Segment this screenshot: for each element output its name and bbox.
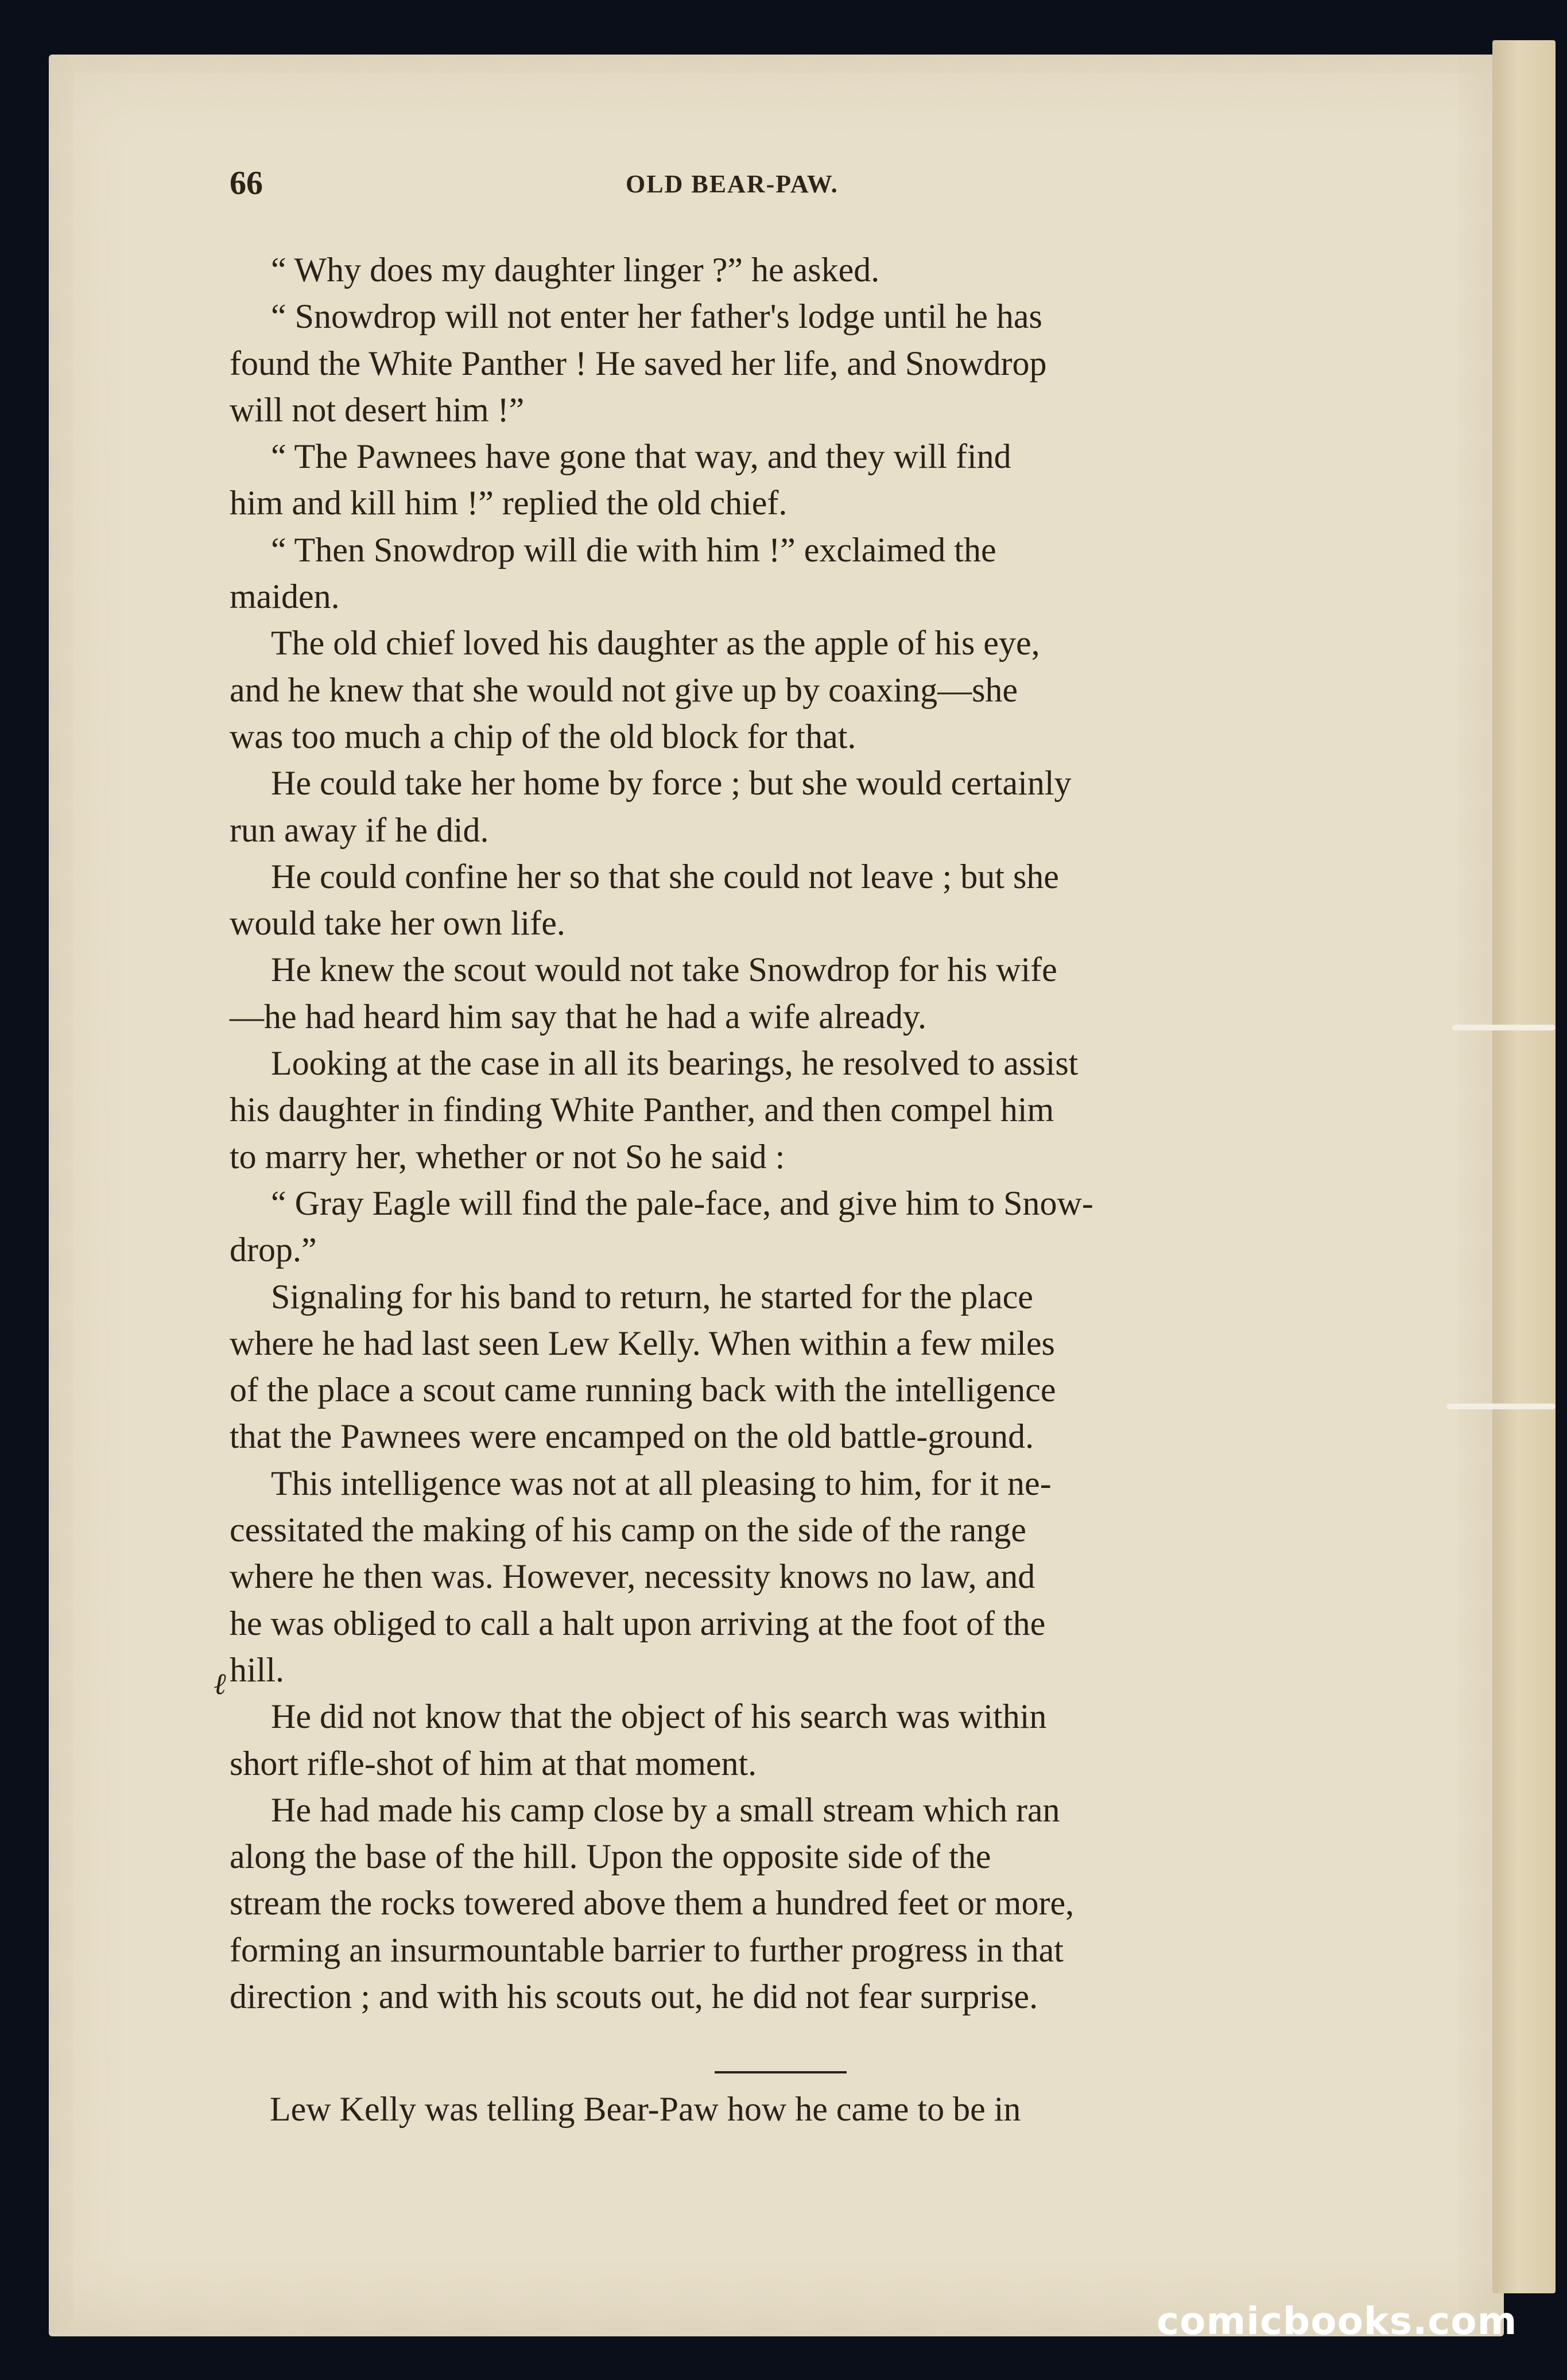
text-line: hill. (230, 1650, 285, 1689)
text-line: was too much a chip of the old block for that. (230, 717, 856, 755)
body-text (230, 247, 1337, 2020)
text-line: “ Then Snowdrop will die with him !” exclaimed the (271, 530, 996, 569)
text-line: He knew the scout would not take Snowdrop for his wife (271, 951, 1057, 989)
page-edge (1492, 40, 1556, 2293)
text-line: Lew Kelly was telling Bear-Paw how he came to be in (270, 2090, 1021, 2128)
section-divider (715, 2071, 847, 2073)
text-line: He had made his camp close by a small stream which ran (271, 1790, 1060, 1829)
binding-thread (1452, 1025, 1556, 1030)
text-line: This intelligence was not at all pleasing to him, for it ne- (271, 1464, 1052, 1502)
page-header (230, 164, 1349, 210)
text-line: “ Why does my daughter linger ?” he asked. (271, 251, 880, 289)
text-line: of the place a scout came running back with the intelligence (230, 1371, 1056, 1409)
text-line: He could confine her so that she could not leave ; but she (271, 857, 1059, 896)
text-line: that the Pawnees were encamped on the old battle-ground. (230, 1417, 1034, 1456)
text-line: he was obliged to call a halt upon arriving at the foot of the (230, 1604, 1046, 1642)
running-title: OLD BEAR-PAW. (626, 170, 839, 198)
text-line: Signaling for his band to return, he started for the place (271, 1277, 1033, 1316)
text-line: “ Snowdrop will not enter her father's lodge until he has (271, 297, 1042, 336)
text-line: “ Gray Eagle will find the pale-face, and give him to Snow- (271, 1184, 1093, 1222)
text-line: Looking at the case in all its bearings, he resolved to assist (271, 1044, 1079, 1083)
text-line: maiden. (230, 577, 340, 616)
text-line: direction ; and with his scouts out, he did not fear surprise. (230, 1977, 1038, 2015)
text-line: “ The Pawnees have gone that way, and they will find (271, 437, 1011, 476)
text-line: cessitated the making of his camp on the side of the range (230, 1511, 1026, 1549)
text-line: and he knew that she would not give up by coaxing—she (230, 670, 1018, 709)
text-line: stream the rocks towered above them a hundred feet or more, (230, 1884, 1075, 1922)
text-line: will not desert him !” (230, 390, 525, 429)
text-line: forming an insurmountable barrier to further progress in that (230, 1931, 1064, 1969)
text-line: him and kill him !” replied the old chief. (230, 484, 788, 522)
text-line: to marry her, whether or not So he said : (230, 1137, 785, 1176)
text-line: drop.” (230, 1231, 317, 1269)
text-line: He could take her home by force ; but she would certainly (271, 764, 1072, 803)
page-number: 66 (230, 164, 263, 201)
binding-thread (1446, 1404, 1556, 1409)
text-line: —he had heard him say that he had a wife already. (230, 997, 926, 1036)
text-line: where he had last seen Lew Kelly. When within a few miles (230, 1324, 1055, 1362)
text-line: would take her own life. (230, 904, 565, 943)
text-line: his daughter in finding White Panther, and then compel him (230, 1091, 1054, 1129)
text-line: The old chief loved his daughter as the apple of his eye, (271, 624, 1040, 662)
text-line: found the White Panther ! He saved her life, and Snowdrop (230, 344, 1047, 382)
text-line: run away if he did. (230, 811, 489, 849)
watermark: comicbooks.com (1157, 2299, 1518, 2343)
text-line: where he then was. However, necessity knows no law, and (230, 1557, 1035, 1596)
text-line: along the base of the hill. Upon the opposite side of the (230, 1838, 991, 1876)
text-line: short rifle-shot of him at that moment. (230, 1744, 757, 1782)
margin-mark: ℓ (214, 1668, 226, 1701)
text-line: He did not know that the object of his search was within (271, 1697, 1047, 1736)
